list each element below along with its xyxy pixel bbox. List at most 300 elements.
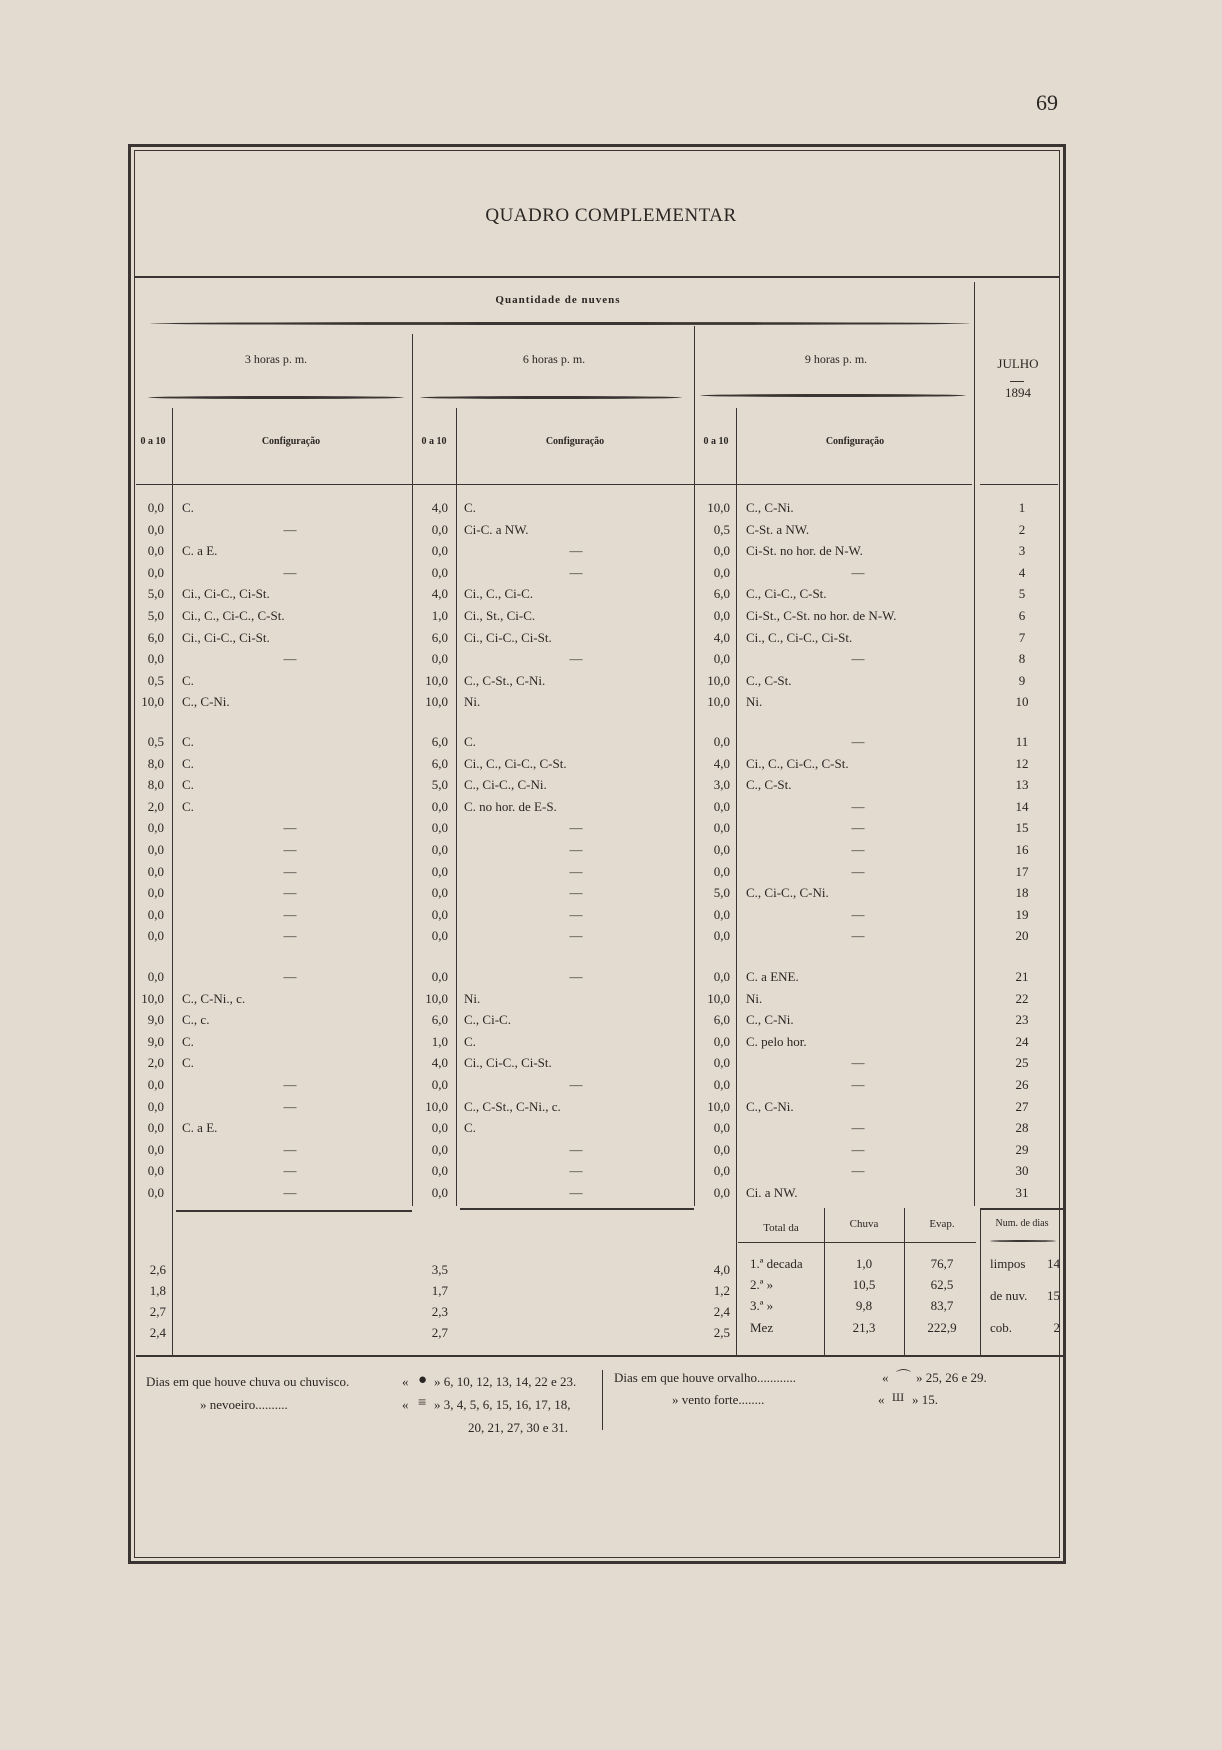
cell-config-9pm: — (851, 928, 865, 944)
cell-config-3pm: C., C-Ni., c. (182, 990, 246, 1006)
summary-divider-days (980, 1210, 981, 1356)
cell-config-9pm: — (851, 1163, 865, 1179)
page-title: QUADRO COMPLEMENTAR (485, 205, 737, 226)
cell-amount-3pm: 2,0 (147, 1055, 164, 1071)
cell-amount-3pm: 0,0 (147, 651, 164, 667)
cell-day: 25 (1015, 1055, 1029, 1071)
hour-header-6pm: 6 horas p. m. (522, 352, 586, 366)
cell-config-9pm: C., C-Ni. (746, 1012, 794, 1028)
hour-divider-2 (420, 396, 682, 399)
cell-config-3pm: — (283, 928, 297, 944)
avg-9pm: 2,5 (713, 1325, 730, 1340)
cell-day: 26 (1015, 1077, 1029, 1092)
cell-amount-6pm: 0,0 (431, 543, 448, 559)
cell-amount-3pm: 10,0 (141, 694, 164, 710)
config-header-9pm: Configuração (825, 436, 885, 447)
cell-amount-3pm: 0,0 (147, 969, 164, 984)
cell-amount-3pm: 6,0 (147, 629, 164, 645)
cell-config-9pm: Ci., C., Ci-C., Ci-St. (746, 629, 853, 645)
cell-config-9pm: C. a ENE. (746, 969, 799, 984)
cell-amount-3pm: 0,0 (147, 885, 164, 901)
cell-config-3pm: — (283, 1185, 297, 1200)
cell-amount-9pm: 0,0 (713, 906, 730, 922)
cell-config-6pm: C. no hor. de E-S. (464, 798, 557, 814)
cell-day: 5 (1018, 586, 1026, 602)
days-category-label: limpos (990, 1256, 1026, 1271)
cell-config-9pm: — (851, 1141, 865, 1157)
days-rule (980, 1208, 1064, 1210)
cell-amount-3pm: 0,5 (147, 734, 164, 749)
footer-fog-label: » nevoeiro.......... (200, 1397, 288, 1412)
cell-amount-3pm: 8,0 (147, 755, 164, 771)
cell-amount-9pm: 5,0 (713, 885, 730, 901)
cell-config-6pm: Ci., C., Ci-C. (464, 586, 533, 602)
col-divider-scale-6pm (456, 408, 457, 1206)
avg-rule-6pm (460, 1208, 694, 1210)
cell-config-9pm: Ci-St. no hor. de N-W. (746, 543, 863, 559)
footer-rain-label: Dias em que houve chuva ou chuvisco. (146, 1374, 350, 1389)
cell-config-6pm: Ni. (464, 990, 481, 1006)
cell-day: 15 (1015, 820, 1029, 836)
cell-amount-9pm: 0,0 (713, 1055, 730, 1071)
summary-period-label: Mez (750, 1320, 774, 1335)
cell-config-6pm: Ci., Ci-C., Ci-St. (464, 1055, 552, 1071)
cell-amount-6pm: 0,0 (431, 863, 448, 879)
cell-config-9pm: — (851, 651, 865, 667)
cell-amount-9pm: 0,0 (713, 820, 730, 836)
title-divider (134, 276, 1060, 278)
days-category-value: 2 (1053, 1320, 1060, 1335)
cell-day: 31 (1015, 1185, 1029, 1200)
cell-day: 18 (1015, 885, 1029, 901)
summary-chuva-value: 10,5 (852, 1277, 876, 1292)
cell-config-3pm: C. (182, 755, 194, 771)
footer-dew-label: Dias em que houve orvalho............ (614, 1370, 796, 1385)
summary-evap-value: 83,7 (930, 1298, 954, 1313)
cell-amount-9pm: 0,0 (713, 1141, 730, 1157)
cell-amount-3pm: 8,0 (147, 777, 164, 793)
year-header: 1894 (1005, 385, 1031, 400)
avg-rule-3pm (176, 1210, 412, 1212)
cell-amount-6pm: 0,0 (431, 906, 448, 922)
summary-evap-value: 62,5 (930, 1277, 954, 1292)
avg-6pm: 3,5 (431, 1262, 448, 1277)
cell-config-6pm: — (569, 1141, 583, 1157)
hour-divider-1 (148, 396, 404, 399)
cell-amount-9pm: 0,0 (713, 1163, 730, 1179)
cell-amount-6pm: 0,0 (431, 842, 448, 857)
cell-config-3pm: C. (182, 777, 194, 793)
footer-wind-days: » 15. (912, 1392, 938, 1407)
cell-config-3pm: — (283, 842, 297, 857)
cell-amount-9pm: 0,0 (713, 1185, 730, 1200)
cell-amount-3pm: 0,5 (147, 672, 164, 688)
cell-config-3pm: — (283, 1141, 297, 1157)
cell-amount-6pm: 6,0 (431, 1012, 448, 1028)
cell-config-3pm: C. a E. (182, 1120, 218, 1136)
footer-fog-mark: « (402, 1397, 409, 1412)
cell-amount-9pm: 4,0 (713, 755, 730, 771)
cell-config-9pm: — (851, 1077, 865, 1092)
cell-config-3pm: — (283, 521, 297, 537)
cell-config-9pm: — (851, 1120, 865, 1136)
footer-rain-mark: « (402, 1374, 409, 1389)
cell-config-3pm: — (283, 651, 297, 667)
cell-amount-3pm: 0,0 (147, 863, 164, 879)
summary-evap-header: Evap. (929, 1218, 955, 1230)
avg-6pm: 2,3 (431, 1304, 448, 1319)
cell-day: 3 (1018, 543, 1026, 559)
cell-amount-3pm: 0,0 (147, 543, 164, 559)
summary-total-header: Total da (763, 1222, 799, 1234)
cell-day: 13 (1015, 777, 1029, 793)
cell-config-6pm: — (569, 842, 583, 857)
cell-amount-6pm: 0,0 (431, 1163, 448, 1179)
cell-amount-3pm: 0,0 (147, 906, 164, 922)
cell-config-6pm: C. (464, 500, 476, 515)
summary-chuva-value: 21,3 (852, 1320, 876, 1335)
cell-config-3pm: Ci., Ci-C., Ci-St. (182, 586, 270, 602)
cell-amount-3pm: 0,0 (147, 820, 164, 836)
cell-config-9pm: Ci-St., C-St. no hor. de N-W. (746, 608, 897, 623)
cell-config-6pm: C. (464, 1120, 476, 1136)
cell-day: 22 (1015, 990, 1029, 1006)
col-divider-scale-9pm (736, 408, 737, 1356)
cell-config-6pm: Ci-C. a NW. (464, 521, 529, 537)
cell-amount-3pm: 9,0 (147, 1033, 164, 1049)
cell-amount-6pm: 6,0 (431, 734, 448, 749)
col-divider-scale-3pm (172, 408, 173, 1356)
month-header: JULHO (997, 356, 1039, 371)
cell-config-9pm: C., C-St. (746, 672, 792, 688)
days-category-value: 14 (1047, 1256, 1060, 1271)
cell-config-3pm: — (283, 1098, 297, 1114)
cell-config-3pm: C. (182, 734, 194, 749)
cell-amount-6pm: 0,0 (431, 820, 448, 836)
cell-amount-3pm: 0,0 (147, 521, 164, 537)
avg-6pm: 1,7 (431, 1283, 448, 1298)
cell-config-9pm: — (851, 564, 865, 580)
cell-amount-9pm: 10,0 (707, 500, 730, 515)
cell-amount-6pm: 0,0 (431, 885, 448, 901)
cell-config-6pm: — (569, 543, 583, 559)
cell-config-9pm: — (851, 842, 865, 857)
avg-3pm: 2,7 (149, 1304, 166, 1319)
cell-amount-9pm: 4,0 (713, 629, 730, 645)
cell-config-6pm: — (569, 863, 583, 879)
cell-config-9pm: Ci., C., Ci-C., C-St. (746, 755, 849, 771)
cell-config-9pm: — (851, 820, 865, 836)
avg-6pm: 2,7 (431, 1325, 448, 1340)
cell-config-6pm: — (569, 885, 583, 901)
cell-config-6pm: C. (464, 734, 476, 749)
cell-day: 16 (1015, 842, 1029, 857)
cell-config-6pm: — (569, 1185, 583, 1200)
cell-amount-3pm: 0,0 (147, 1185, 164, 1200)
config-header-3pm: Configuração (261, 436, 321, 447)
cell-config-9pm: — (851, 863, 865, 879)
cell-day: 30 (1015, 1163, 1029, 1179)
cell-amount-9pm: 0,0 (713, 543, 730, 559)
cell-config-6pm: — (569, 906, 583, 922)
cell-day: 19 (1015, 906, 1029, 922)
cell-config-3pm: — (283, 906, 297, 922)
cell-amount-3pm: 5,0 (147, 608, 164, 623)
cell-amount-6pm: 0,0 (431, 1120, 448, 1136)
cell-amount-3pm: 2,0 (147, 798, 164, 814)
summary-header-rule (738, 1242, 976, 1243)
summary-evap-value: 76,7 (930, 1256, 954, 1271)
avg-3pm: 1,8 (149, 1283, 166, 1298)
cell-config-9pm: C., C-Ni. (746, 500, 794, 515)
cell-day: 28 (1015, 1120, 1029, 1136)
cell-day: 23 (1015, 1012, 1029, 1028)
cell-config-3pm: — (283, 885, 297, 901)
cell-day: 9 (1018, 672, 1026, 688)
summary-days-header: Num. de dias (995, 1218, 1049, 1229)
cell-amount-9pm: 0,0 (713, 1033, 730, 1049)
cell-amount-3pm: 0,0 (147, 1141, 164, 1157)
summary-period-label: 2.ª » (750, 1277, 774, 1292)
cell-amount-9pm: 0,0 (713, 842, 730, 857)
header-divider-swoosh (150, 322, 970, 325)
footer-fog-days-cont: 20, 21, 27, 30 e 31. (468, 1420, 569, 1435)
cell-amount-3pm: 0,0 (147, 1120, 164, 1136)
cell-amount-3pm: 9,0 (147, 1012, 164, 1028)
scale-header-6pm: 0 a 10 (421, 436, 447, 447)
cell-amount-9pm: 0,0 (713, 928, 730, 944)
footer-wind-mark: « (878, 1392, 885, 1407)
footer-rain-days: » 6, 10, 12, 13, 14, 22 e 23. (434, 1374, 577, 1389)
cell-amount-9pm: 0,0 (713, 1120, 730, 1136)
summary-period-label: 1.ª decada (750, 1256, 803, 1271)
cell-config-9pm: — (851, 734, 865, 749)
cell-amount-6pm: 0,0 (431, 521, 448, 537)
cell-day: 29 (1015, 1141, 1029, 1157)
cell-day: 7 (1018, 629, 1026, 645)
cell-day: 8 (1018, 651, 1026, 667)
header-bottom-rule (136, 484, 972, 485)
scale-header-9pm: 0 a 10 (703, 436, 729, 447)
avg-9pm: 4,0 (713, 1262, 730, 1277)
cell-amount-9pm: 6,0 (713, 1012, 730, 1028)
cell-amount-9pm: 6,0 (713, 586, 730, 602)
cell-day: 17 (1015, 863, 1029, 879)
summary-chuva-value: 1,0 (855, 1256, 873, 1271)
days-header-swoosh (990, 1240, 1056, 1242)
cell-amount-6pm: 4,0 (431, 500, 448, 515)
cell-amount-3pm: 0,0 (147, 1098, 164, 1114)
cell-config-3pm: C. (182, 500, 194, 515)
footer-divider (602, 1370, 603, 1430)
scale-header-3pm: 0 a 10 (140, 436, 166, 447)
cell-day: 10 (1015, 694, 1029, 710)
cell-config-6pm: C., Ci-C., C-Ni. (464, 777, 547, 793)
cell-config-3pm: C. (182, 798, 194, 814)
cloud-quantity-header: Quantidade de nuvens (495, 294, 621, 306)
cell-day: 14 (1015, 798, 1029, 814)
cell-config-6pm: — (569, 1163, 583, 1179)
cell-config-9pm: C., Ci-C., C-Ni. (746, 885, 829, 901)
cell-amount-6pm: 0,0 (431, 798, 448, 814)
cell-config-6pm: C., C-St., C-Ni., c. (464, 1098, 561, 1114)
cell-amount-9pm: 0,0 (713, 608, 730, 623)
cell-amount-6pm: 0,0 (431, 1077, 448, 1092)
avg-9pm: 1,2 (713, 1283, 730, 1298)
rain-symbol-icon: ● (418, 1372, 428, 1388)
cell-config-3pm: — (283, 863, 297, 879)
cell-amount-6pm: 5,0 (431, 777, 448, 793)
cell-amount-9pm: 0,0 (713, 1077, 730, 1092)
cell-amount-6pm: 10,0 (425, 1098, 448, 1114)
cell-config-6pm: C., Ci-C. (464, 1012, 511, 1028)
cell-amount-9pm: 0,0 (713, 651, 730, 667)
dew-symbol-icon: ⌒ (896, 1370, 912, 1386)
cell-config-3pm: — (283, 969, 297, 984)
cell-amount-3pm: 0,0 (147, 1077, 164, 1092)
cell-amount-9pm: 10,0 (707, 694, 730, 710)
cell-amount-6pm: 0,0 (431, 928, 448, 944)
cell-amount-9pm: 3,0 (713, 777, 730, 793)
cell-config-6pm: Ni. (464, 694, 481, 710)
days-category-value: 15 (1047, 1288, 1060, 1303)
avg-3pm: 2,6 (149, 1262, 166, 1277)
cell-config-9pm: C., C-St. (746, 777, 792, 793)
footer-fog-days: » 3, 4, 5, 6, 15, 16, 17, 18, (434, 1397, 571, 1412)
cell-amount-3pm: 0,0 (147, 1163, 164, 1179)
cell-config-9pm: C., C-Ni. (746, 1098, 794, 1114)
cell-config-3pm: — (283, 1077, 297, 1092)
cell-config-9pm: — (851, 906, 865, 922)
cell-config-3pm: C. (182, 1033, 194, 1049)
cell-day: 12 (1015, 755, 1029, 771)
hour-header-9pm: 9 horas p. m. (804, 352, 868, 366)
cell-amount-9pm: 0,0 (713, 564, 730, 580)
cell-day: 4 (1018, 564, 1026, 580)
cell-config-6pm: Ci., Ci-C., Ci-St. (464, 629, 552, 645)
summary-evap-value: 222,9 (927, 1320, 957, 1335)
page-number: 69 (1036, 90, 1058, 115)
config-header-6pm: Configuração (545, 436, 605, 447)
cell-config-3pm: — (283, 564, 297, 580)
cell-amount-3pm: 0,0 (147, 564, 164, 580)
cell-amount-6pm: 0,0 (431, 564, 448, 580)
cell-day: 27 (1015, 1098, 1029, 1114)
cell-day: 21 (1015, 969, 1029, 984)
cell-day: 20 (1015, 928, 1029, 944)
cell-config-9pm: C-St. a NW. (746, 521, 810, 537)
summary-chuva-header: Chuva (849, 1218, 879, 1230)
cell-amount-6pm: 0,0 (431, 1141, 448, 1157)
cell-amount-6pm: 4,0 (431, 586, 448, 602)
cell-config-6pm: Ci., C., Ci-C., C-St. (464, 755, 567, 771)
cell-config-6pm: Ci., St., Ci-C. (464, 608, 536, 623)
cell-amount-9pm: 0,5 (713, 521, 730, 537)
cell-amount-6pm: 1,0 (431, 1033, 448, 1049)
cell-config-3pm: C., c. (182, 1012, 210, 1028)
hour-divider-3 (700, 394, 966, 397)
cell-amount-6pm: 4,0 (431, 1055, 448, 1071)
summary-period-label: 3.ª » (750, 1298, 774, 1313)
cell-amount-9pm: 0,0 (713, 734, 730, 749)
cell-amount-6pm: 0,0 (431, 651, 448, 667)
cell-day: 24 (1015, 1033, 1029, 1049)
days-category-label: de nuv. (990, 1288, 1028, 1303)
cell-amount-6pm: 10,0 (425, 672, 448, 688)
cell-config-3pm: Ci., Ci-C., Ci-St. (182, 629, 270, 645)
cell-config-6pm: — (569, 969, 583, 984)
hour-header-3pm: 3 horas p. m. (244, 352, 308, 366)
cell-config-3pm: C. (182, 672, 194, 688)
cell-day: 1 (1018, 500, 1026, 515)
cell-config-9pm: Ci. a NW. (746, 1185, 798, 1200)
cell-amount-9pm: 10,0 (707, 1098, 730, 1114)
cell-config-6pm: C., C-St., C-Ni. (464, 672, 546, 688)
cell-config-6pm: — (569, 564, 583, 580)
cell-amount-6pm: 1,0 (431, 608, 448, 623)
cell-amount-3pm: 0,0 (147, 928, 164, 944)
cell-config-9pm: — (851, 798, 865, 814)
cell-amount-6pm: 6,0 (431, 755, 448, 771)
table-bottom-rule (136, 1355, 1066, 1357)
cell-amount-9pm: 0,0 (713, 969, 730, 984)
cell-amount-6pm: 10,0 (425, 694, 448, 710)
cell-amount-9pm: 0,0 (713, 798, 730, 814)
footer-dew-days: » 25, 26 e 29. (916, 1370, 987, 1385)
cell-config-3pm: C. a E. (182, 543, 218, 559)
cell-day: 6 (1018, 608, 1026, 623)
footer-dew-mark: « (882, 1370, 889, 1385)
cell-config-9pm: C., Ci-C., C-St. (746, 586, 827, 602)
cell-config-3pm: C. (182, 1055, 194, 1071)
cell-amount-9pm: 10,0 (707, 672, 730, 688)
day-header-bottom-rule (980, 484, 1058, 485)
cell-day: 11 (1015, 734, 1029, 749)
avg-9pm: 2,4 (713, 1304, 730, 1319)
cell-config-6pm: — (569, 651, 583, 667)
fog-symbol-icon: ≡ (418, 1395, 427, 1411)
cell-config-6pm: — (569, 1077, 583, 1092)
avg-3pm: 2,4 (149, 1325, 166, 1340)
footer-wind-label: » vento forte........ (672, 1392, 765, 1407)
strong-wind-symbol-icon: Ш (892, 1390, 905, 1404)
cell-amount-6pm: 0,0 (431, 969, 448, 984)
cell-config-9pm: — (851, 1055, 865, 1071)
day-column-divider (974, 282, 975, 1206)
cell-amount-6pm: 10,0 (425, 990, 448, 1006)
cell-amount-3pm: 0,0 (147, 500, 164, 515)
cell-config-9pm: Ni. (746, 990, 763, 1006)
summary-chuva-value: 9,8 (855, 1298, 873, 1313)
cell-config-9pm: C. pelo hor. (746, 1033, 807, 1049)
cell-config-6pm: — (569, 820, 583, 836)
cell-amount-6pm: 0,0 (431, 1185, 448, 1200)
cell-amount-3pm: 0,0 (147, 842, 164, 857)
cell-config-6pm: — (569, 928, 583, 944)
cell-config-3pm: Ci., C., Ci-C., C-St. (182, 608, 285, 623)
cell-amount-6pm: 6,0 (431, 629, 448, 645)
cell-day: 2 (1018, 521, 1026, 537)
cell-amount-9pm: 10,0 (707, 990, 730, 1006)
days-category-label: cob. (990, 1320, 1013, 1335)
cell-config-3pm: — (283, 1163, 297, 1179)
cell-config-3pm: C., C-Ni. (182, 694, 230, 710)
cell-amount-3pm: 5,0 (147, 586, 164, 602)
cell-amount-9pm: 0,0 (713, 863, 730, 879)
cell-config-6pm: C. (464, 1033, 476, 1049)
month-year-rule (1010, 381, 1024, 382)
cell-config-9pm: Ni. (746, 694, 763, 710)
